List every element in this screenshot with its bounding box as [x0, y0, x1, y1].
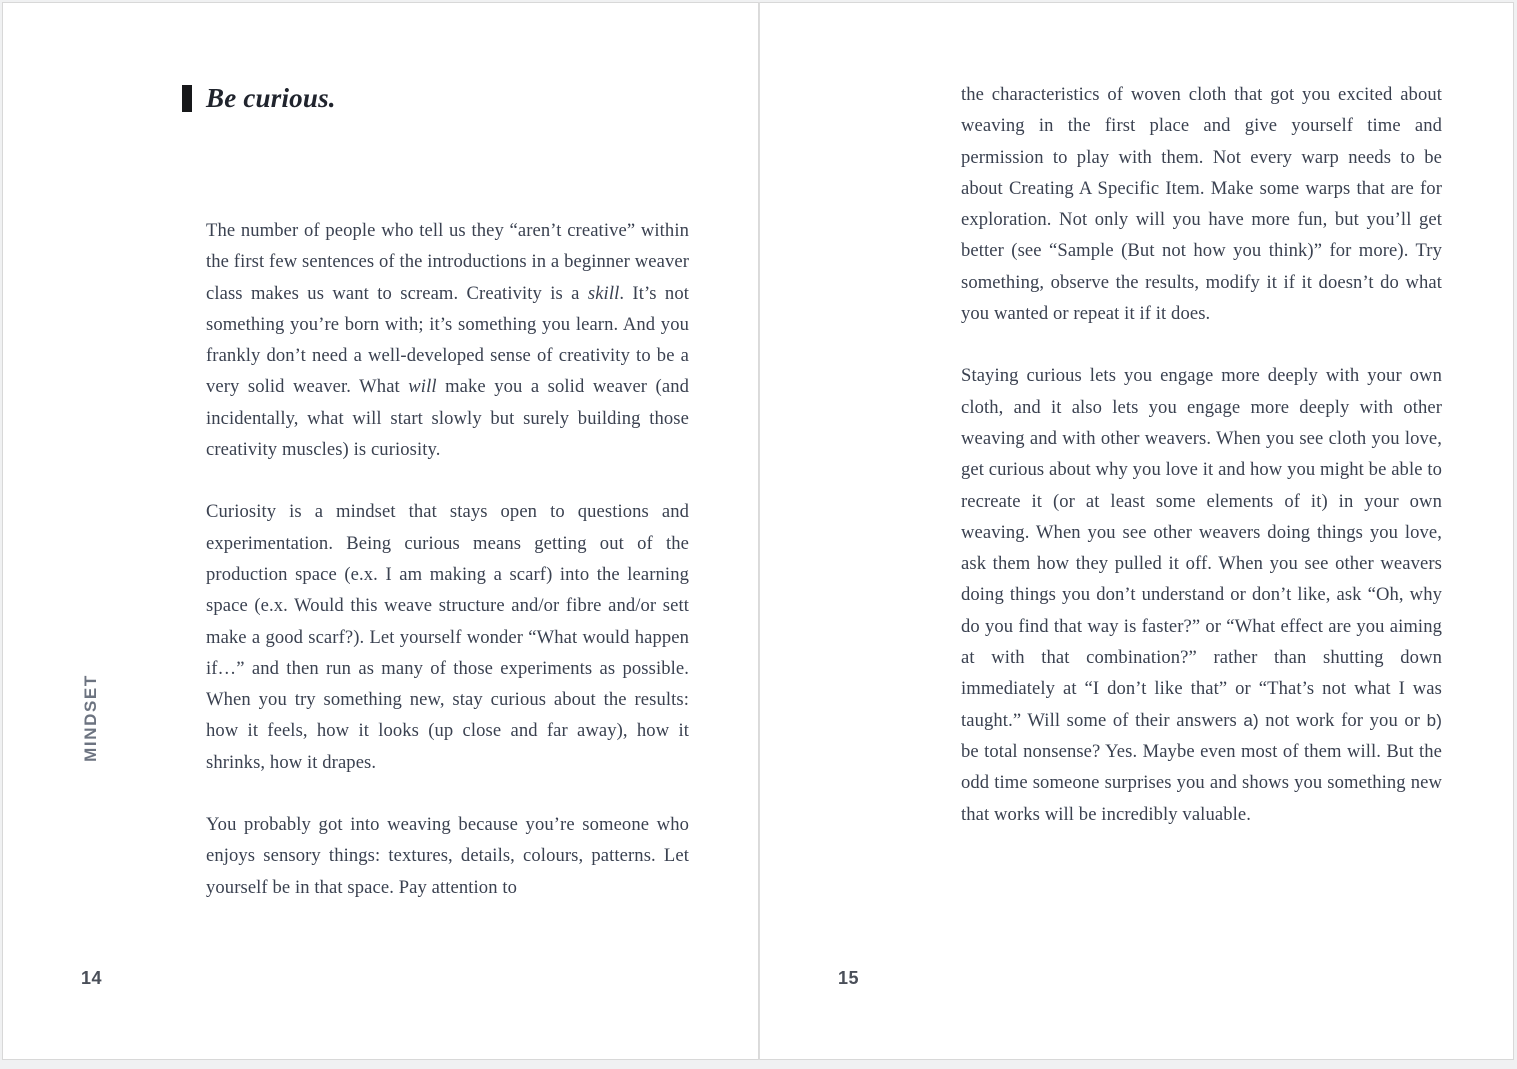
paragraph — [206, 215, 689, 465]
page-number-right: 15 — [838, 968, 860, 988]
right-page-body — [961, 79, 1442, 830]
paragraph — [961, 360, 1442, 829]
heading-bar-icon — [182, 85, 192, 112]
chapter-heading — [182, 83, 336, 114]
text-segment: skill — [587, 282, 620, 304]
text-segment: will — [408, 376, 437, 398]
paragraph — [961, 79, 1442, 329]
margin-label — [63, 643, 119, 793]
margin-label-text: MINDSET — [81, 674, 101, 762]
page-title: Be curious. — [206, 83, 336, 113]
text-segment: be total nonsense? Yes. Maybe even most of them will. But the odd time someone surprises you and shows you something new that works will be incredibly valuable. — [961, 740, 1442, 825]
page-number-left: 14 — [81, 968, 103, 988]
text-segment: not work for you or — [1258, 709, 1427, 731]
text-segment: the characteristics of woven cloth that got you excited about weaving in the first place and give yourself time and permission to play with them. Not every warp needs to be about Creating A Specific Item. Make some warps that are for exploration. Not only will you have more fun, but you’ll get better (see “Sample (But not how you think)” for more). Try something, observe the results, modify it if it doesn’t do what you wanted or repeat it if it does. — [961, 84, 1442, 325]
text-segment: . It’s not something you’re born with; it’s something you learn. And you frankly don’t need a well-developed sense of creativity to be a very solid weaver. What — [206, 282, 689, 398]
paragraph — [206, 496, 689, 778]
text-segment: a) — [1243, 710, 1259, 730]
text-segment: You probably got into weaving because you’re someone who enjoys sensory things: textures, details, colours, patterns. Let yourself be in that space. Pay attention to — [206, 814, 689, 898]
text-segment: Curiosity is a mindset that stays open to questions and experimentation. Being curious means getting out of the production space (e.x. I am making a scarf) into the learning space (e.x. Would this weave structure and/or fibre and/or sett make a good scarf?). Let yourself wonder “What would happen if…” and then run as many of those experiments as possible. When you try something new, stay curious about the results: how it feels, how it looks (up close and far away), how it shrinks, how it drapes. — [206, 501, 689, 773]
text-segment: Staying curious lets you engage more deeply with your own cloth, and it also lets you engage more deeply with other weaving and with other weavers. When you see cloth you love, get curious about why you love it and how you might be able to recreate it (or at least some elements of it) in your own weaving. When you see other weavers doing things you love, ask them how they pulled it off. When you see other weavers doing things you don’t understand or don’t like, ask “Oh, why do you find that way is faster?” or “What effect are you aiming at with that combination?” rather than shutting down immediately at “I don’t like that” or “That’s not what I was taught.” Will some of their answers — [961, 365, 1442, 731]
text-segment: make you a solid weaver (and incidentally, what will start slowly but surely building those creativity muscles) is curiosity. — [206, 376, 689, 461]
page-gutter-divider — [758, 2, 760, 1060]
text-segment: The number of people who tell us they “aren’t creative” within the first few sentences of the introductions in a beginner weaver class makes us want to scream. Creativity is a — [206, 220, 689, 304]
text-segment: b) — [1426, 710, 1442, 730]
paragraph — [206, 809, 689, 903]
left-page-body — [206, 215, 689, 903]
